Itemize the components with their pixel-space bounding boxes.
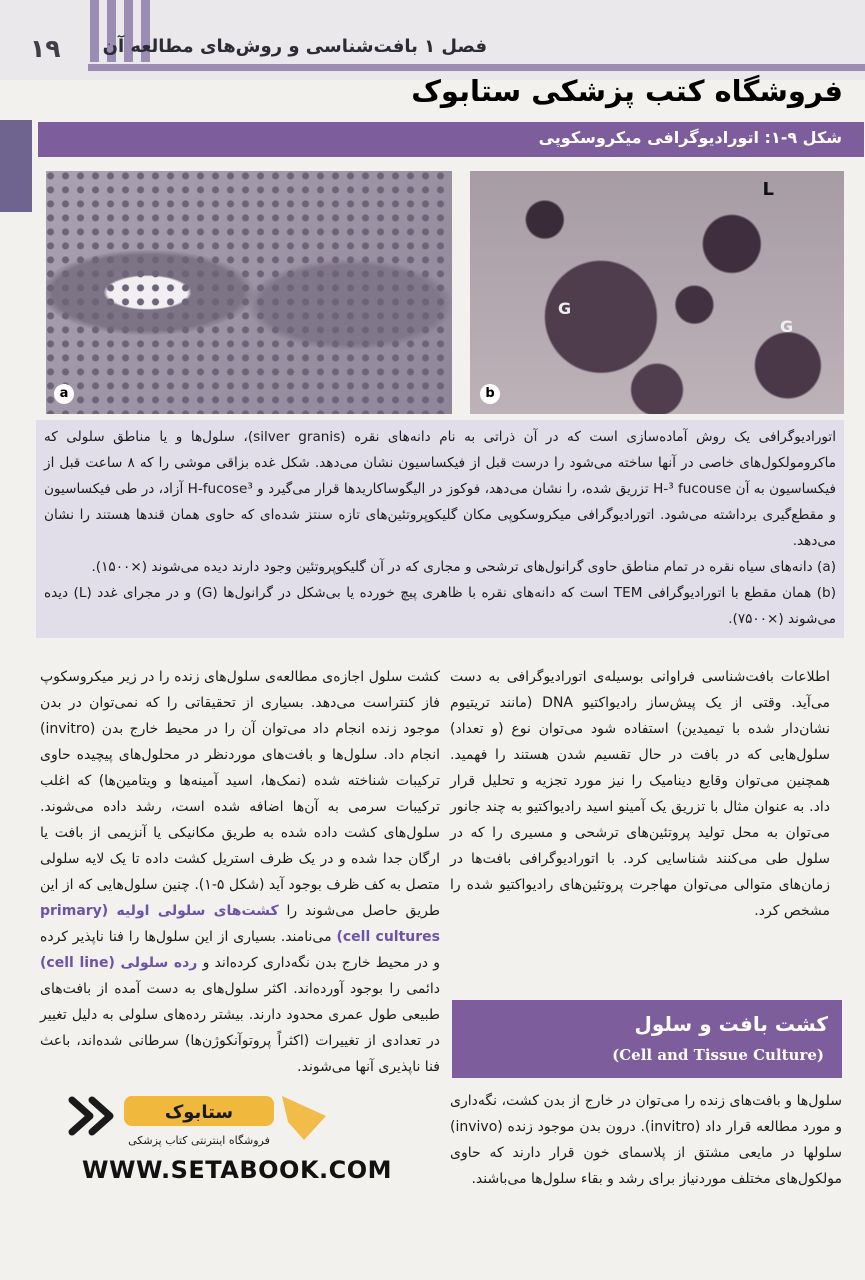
body-text-part: می‌نامند. <box>280 929 332 945</box>
caption-item-b: (b) همان مقطع با اتورادیوگرافی TEM است که دانه‌های نقره با ظاهری پیچ خورده یا بی‌شکل در گرانول‌ها (G) و در مجرای غدد (L) دیده می‌شوند (×۷۵۰۰). <box>44 585 836 627</box>
granule-mark-g: G <box>558 299 572 318</box>
header-rule <box>88 64 865 71</box>
body-text-part: دائمی را بوجود آورده‌اند. اکثر سلول‌های به دست آمده از بافت‌های طبیعی طول عمری محدود دارند. بیشتر رده‌های سلولی به دلیل تغییر در تعدادی از تغییرات (اکثراً پروتوآنکوژن‌ها) سرطانی شده‌اند، باعث فنا ناپذیری آنها می‌شوند. <box>40 981 440 1075</box>
section-title-english: (Cell and Tissue Culture) <box>612 1046 824 1064</box>
caption-paragraph: اتورادیوگرافی یک روش آماده‌سازی است که در آن ذراتی به نام دانه‌های نقره (silver granis)، سلول‌ها و یا مناطق سلولی که ماکرومولکول‌های خاصی در آنها ساخته می‌شود را درست قبل از فیکساسیون نشان می‌دهد. شکل غده بزاقی موشی را که ۸ ساعت قبل از فیکساسیون به آن H-³ fucouse تزریق شده، را نشان می‌دهد، فوکوز در الیگوساکاریدها قرار می‌گیرد و H-fucose³ آزاد، در طی فیکساسیون و مقطع‌گیری برداشته می‌شود. اتورادیوگرافی میکروسکوپی مکان گلیکوپروتئین‌های تازه سنتز شده‌ای که حاوی همان قندها هستند را نشان می‌دهد. <box>44 429 836 549</box>
lumen-mark-l: L <box>762 179 774 200</box>
figure-title: شکل ۹-۱: اتورادیوگرافی میکروسکوپی <box>38 122 864 157</box>
micrograph-b <box>470 171 844 414</box>
section-heading <box>452 1000 842 1078</box>
figure-caption <box>36 420 844 638</box>
key-term-cell-line: رده سلولی (cell line) <box>40 955 198 971</box>
autoradiography-paragraph <box>450 664 830 924</box>
key-term-primary-cultures: کشت‌های سلولی اولیه (primary cell cultures) <box>40 903 440 945</box>
panel-label-a: a <box>54 384 74 404</box>
body-text: اطلاعات بافت‌شناسی فراوانی بوسیله‌ی اتورادیوگرافی به دست می‌آید. وقتی از یک پیش‌ساز رادیواکتیو DNA (مانند تریتیوم نشان‌دار شده با تیمیدین) استفاده شود می‌توان نوع (و تعداد) سلول‌هایی که در بافت در حال تقسیم شدن هستند را فهمید. همچنین می‌توان وقایع دینامیک را نیز مورد تجزیه و تحلیل قرار داد. به عنوان مثال با تزریق یک آمینو اسید رادیواکتیو به چند جانور می‌توان به محل تولید پروتئین‌های ترشحی و مسیری را که در سلول طی می‌کنند شناسایی کرد. با اتورادیوگرافی بافت‌ها در زمان‌های متوالی می‌توان مهاجرت پروتئین‌های رادیواکتیو شده را مشخص کرد. <box>450 669 830 919</box>
page-number: ۱۹ <box>30 34 61 63</box>
caption-item-a: (a) دانه‌های سیاه نقره در تمام مناطق حاوی گرانول‌های ترشحی و مجاری که در آن گلیکوپروتئین وجود دارند دیده می‌شوند (×۱۵۰۰). <box>91 559 836 575</box>
body-text <box>40 664 440 1080</box>
section-title-persian: کشت بافت و سلول <box>634 1012 828 1036</box>
body-text-part: کشت سلول اجازه‌ی مطالعه‌ی سلول‌های زنده را در زیر میکروسکوپ فاز کنتراست می‌دهد. بسیاری از تحقیقاتی را که نمی‌توان در بدن موجود زنده انجام داد می‌توان آن را در محیط خارج بدن (invitro) انجام داد. سلول‌ها و بافت‌های موردنظر در محلول‌های پیچیده حاوی ترکیبات شناخته شده (نمک‌ها، اسید آمینه‌ها و ویتامین‌ها) که اغلب ترکیبات سرمی به آن‌ها اضافه شده است، رشد داده می‌شوند. سلول‌های کشت داده شده به طریق مکانیکی یا آنزیمی از بافت یا ارگان جدا شده و در یک ظرف استریل کشت داده تا یک لایه سلولی متصل به کف ظرف بوجود آید (شکل ۵-۱). چنین سلول‌هایی که از این طریق حاصل می‌شوند را <box>40 669 441 919</box>
section-paragraph <box>450 1088 842 1192</box>
website-url[interactable]: WWW.SETABOOK.COM <box>82 1156 393 1184</box>
body-text: سلول‌ها و بافت‌های زنده را می‌توان در خارج از بدن کشت، نگه‌داری و مورد مطالعه قرار داد (invitro). درون بدن موجود زنده (invivo) سلولها در مایعی مشتق از پلاسمای خون قرار دارند که حاوی مولکول‌های مختلف موردنیاز برای رشد و بقاء سلول‌ها می‌باشند. <box>450 1093 842 1187</box>
setabook-logo <box>64 1082 364 1152</box>
body-text-part: بسیاری از این سلول‌ها را فنا ناپذیر کرده و در محیط خارج بدن نگه‌داری کرده‌اند و <box>40 929 440 971</box>
panel-label-b: b <box>480 384 500 404</box>
granule-mark-g: G <box>780 317 794 336</box>
side-tab <box>0 120 32 212</box>
logo-subtitle: فروشگاه اینترنتی کتاب پزشکی <box>128 1134 270 1147</box>
logo-text: ستابوک <box>164 1102 234 1123</box>
cell-culture-paragraph <box>40 664 440 1080</box>
chapter-title: فصل ۱ بافت‌شناسی و روش‌های مطالعه آن <box>102 36 487 57</box>
micrograph-a <box>46 171 452 414</box>
store-title: فروشگاه کتب پزشکی ستابوک <box>411 74 843 108</box>
